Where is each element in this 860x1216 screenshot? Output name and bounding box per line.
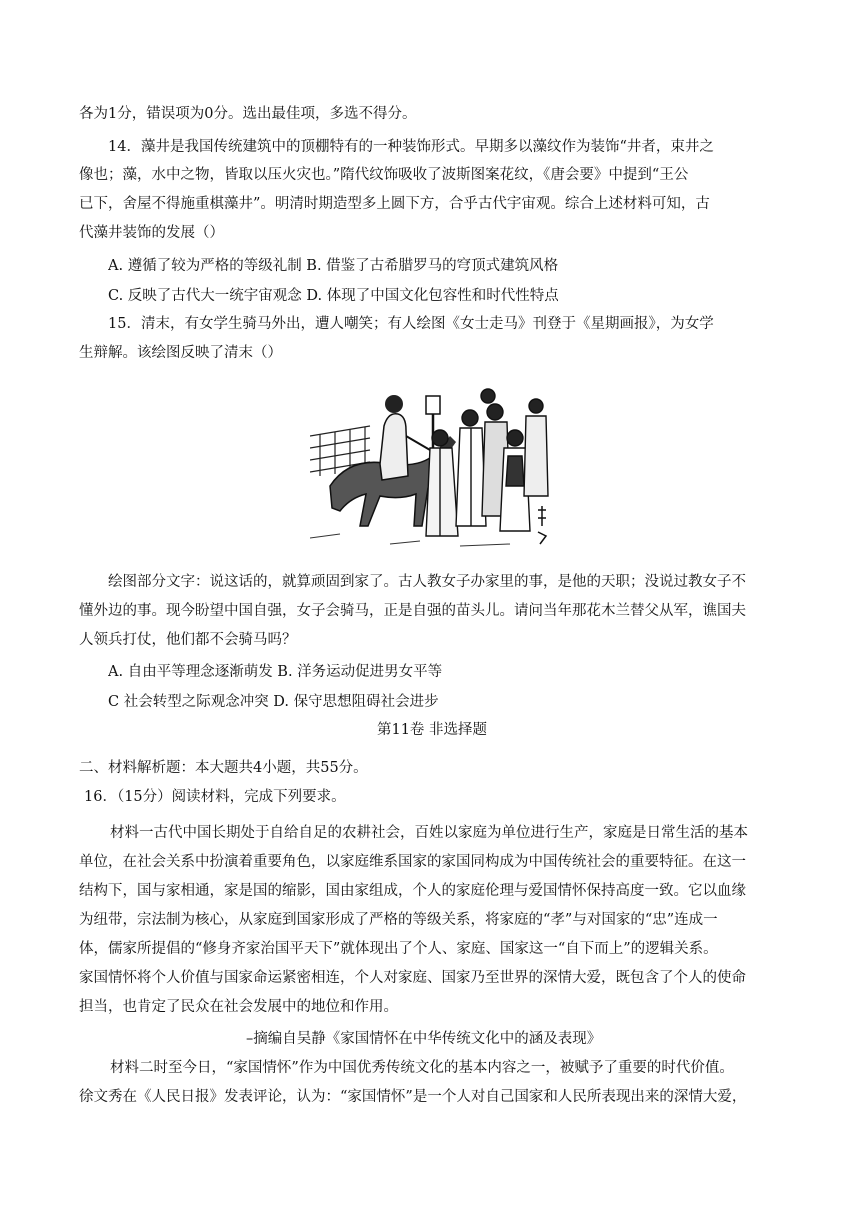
illustration-text-line-2: 懂外边的事。现今盼望中国自强，女子会骑马，正是自强的苗头儿。请问当年那花木兰替父从军，谯国夫 xyxy=(79,603,746,619)
question-14-stem-line-2: 像也；藻，水中之物，皆取以压火灾也。”隋代纹饰吸收了波斯图案花纹，《唐会要》中提到“王公 xyxy=(79,167,689,183)
question-14-stem-line-4: 代藻井装饰的发展（） xyxy=(79,225,224,241)
material-1-line-6: 家国情怀将个人价值与国家命运紧密相连，个人对家庭、国家乃至世界的深情大爱，既包含了个人的使命 xyxy=(79,970,746,986)
part-two-heading: 二、材料解析题：本大题共4小题，共55分。 xyxy=(79,760,368,776)
material-1-line-5: 体，儒家所提倡的“修身齐家治国平天下”就体现出了个人、家庭、国家这一“自下而上”的逻辑关系。 xyxy=(79,941,718,957)
section-heading-non-choice: 第11卷 非选择题 xyxy=(376,722,488,738)
material-1-line-3: 结构下，国与家相通，家是国的缩影，国由家组成，个人的家庭伦理与爱国情怀保持高度一致。它以血缘 xyxy=(79,883,746,899)
ink-drawing-figures-icon xyxy=(310,376,554,554)
question-14-options-ab: A. 遵循了较为严格的等级礼制 B. 借鉴了古希腊罗马的穹顶式建筑风格 xyxy=(108,258,559,274)
question-15-options-cd: C 社会转型之际观念冲突 D. 保守思想阻碍社会进步 xyxy=(108,694,439,710)
material-1-line-4: 为纽带，宗法制为核心，从家庭到国家形成了严格的等级关系，将家庭的“孝”与对国家的“忠”连成一 xyxy=(79,912,718,928)
question-14-stem-line-3: 已下，舍屋不得施重棋藻井”。明清时期造型多上圆下方，合乎古代宇宙观。综合上述材料可知，古 xyxy=(79,196,710,212)
question-14-stem-line-1: 14．藻井是我国传统建筑中的顶棚特有的一种装饰形式。早期多以藻纹作为装饰“井者，束井之 xyxy=(108,139,714,155)
question-15-stem-line-2: 生辩解。该绘图反映了清末（） xyxy=(79,345,282,361)
illustration-text-line-3: 人领兵打仗，他们都不会骑马吗？ xyxy=(79,632,297,648)
material-1-line-2: 单位，在社会关系中扮演着重要角色，以家庭维系国家的家国同构成为中国传统社会的重要特征。在这一 xyxy=(79,854,746,870)
question-16-heading: 16．（15分）阅读材料，完成下列要求。 xyxy=(84,789,346,805)
material-1-citation: –摘编自吴静《家国情怀在中华传统文化中的涵及表现》 xyxy=(246,1031,602,1047)
lady-riding-horse-illustration xyxy=(310,376,554,554)
illustration-text-line-1: 绘图部分文字：说这话的，就算顽固到家了。古人教女子办家里的事，是他的天职；没说过教女子不 xyxy=(108,574,746,590)
material-2-line-1: 材料二时至今日，“家国情怀”作为中国优秀传统文化的基本内容之一，被赋予了重要的时代价值。 xyxy=(110,1060,734,1076)
material-2-line-2: 徐文秀在《人民日报》发表评论，认为：“家国情怀”是一个人对自己国家和人民所表现出来的深情大爱， xyxy=(79,1089,747,1105)
material-1-line-7: 担当，也肯定了民众在社会发展中的地位和作用。 xyxy=(79,999,398,1015)
question-14-options-cd: C. 反映了古代大一统宇宙观念 D. 体现了中国文化包容性和时代性特点 xyxy=(108,288,559,304)
intro-scoring-note: 各为1分，错误项为0分。选出最佳项，多选不得分。 xyxy=(79,106,417,122)
question-15-options-ab: A. 自由平等理念逐渐萌发 B. 洋务运动促进男女平等 xyxy=(108,664,443,680)
question-15-stem-line-1: 15．清末，有女学生骑马外出，遭人嘲笑；有人绘图《女士走马》刊登于《星期画报》，为女学 xyxy=(108,316,714,332)
material-1-line-1: 材料一古代中国长期处于自给自足的农耕社会，百姓以家庭为单位进行生产，家庭是日常生活的基本 xyxy=(110,825,748,841)
